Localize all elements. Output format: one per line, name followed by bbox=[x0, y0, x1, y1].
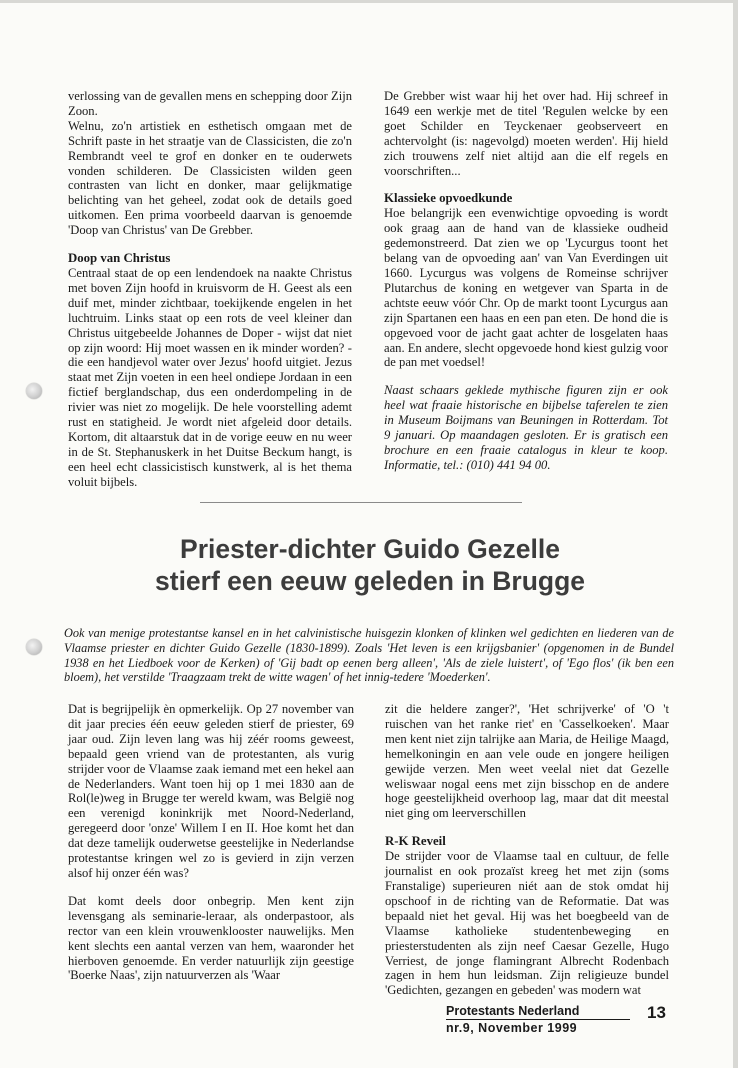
section-heading-klassieke: Klassieke opvoedkunde bbox=[384, 191, 513, 206]
paragraph: De strijder voor de Vlaamse taal en cultuur, de felle journalist en ook prozaïst kreeg het met zijn (soms Franstalige) superieuren niét aan de stok omdat hij opschoof in de richting van de Reformatie. Dat was bepaald niet het geval. Hij was het boegbeeld van de Vlaamse katholieke studentenbeweging en priesterstudenten als zijn neef Caesar Gezelle, Hugo Verriest, de jonge flamingrant Albrecht Rodenbach zagen in hem hun leidsman. Zijn religieuze bundel 'Gedichten, gezangen en gebeden' was modern wat bbox=[385, 849, 669, 998]
paragraph: Centraal staat de op een lendendoek na naakte Christus met boven Zijn hoofd in kruisvorm de H. Geest als een duif met, minder zichtbaar, toekijkende engelen in het luchtruim. Links staat op een rots de veel kleiner dan Christus uitgebeelde Johannes de Doper - wijst dat niet op zijn woord: Hij moet wassen en ik minder worden? - die een handjevol water over Jezus' hoofd uitgiet. Jezus staat met Zijn voeten in een heel ondiepe Jordaan in een fictief berglandschap, dus een onderdompeling in de rivier was niet zo mogelijk. De hele voorstelling ademt rust en statigheid. Je wordt niet afgeleid door details. Kortom, dit altaarstuk dat in de vorige eeuw en nu weer in de St. Stephanuskerk in het Duitse Beckum hangt, is een heel echt classicistisch kunstwerk, al is het thema voluit bijbels. bbox=[68, 265, 352, 489]
article-title bbox=[60, 533, 680, 597]
section-divider bbox=[200, 502, 522, 503]
section-heading-doop: Doop van Christus bbox=[68, 251, 171, 266]
punch-hole-lower bbox=[26, 639, 42, 655]
paragraph: Hoe belangrijk een evenwichtige opvoeding is wordt ook graag aan de hand van de klassieke oudheid gedemonstreerd. Dat zien we op 'Lycurgus toont het belang van de opvoeding aan' van Van Everdingen uit 1660. Lycurgus was volgens de Romeinse schrijver Plutarchus de koning en wetgever van Sparta in de achtste eeuw vóór Chr. Op de markt toont Lycurgus aan zijn Spartanen een haas en een pan eten. De hond die is opgevoed voor de jacht gaat achter de losgelaten haas aan. En andere, slecht opgevoede hond kiest gulzig voor de pan met voedsel! bbox=[384, 206, 668, 370]
scan-edge-right bbox=[733, 0, 738, 1068]
column-bottom-left bbox=[68, 702, 354, 983]
paragraph: zit die heldere zanger?', 'Het schrijverke' of 'O 't ruischen van het ranke riet' en 'Casselkoeken'. Maar men kent niet zijn talrijke aan Maria, de Heilige Maagd, hemelkoningin en aan vele oude en jongere heiligen gewijde verzen. Men weet veelal niet dat Gezelle weliswaar nogal eens met zijn bisschop en de andere hoge geestelijkheid overhoop lag, maar dat dit meestal niet ging om leerverschillen bbox=[385, 702, 669, 821]
section-heading-reveil: R-K Reveil bbox=[385, 834, 446, 849]
column-top-right bbox=[384, 89, 668, 473]
page-number: 13 bbox=[647, 1003, 666, 1022]
column-bottom-right bbox=[385, 702, 669, 998]
punch-hole-upper bbox=[26, 383, 42, 399]
paragraph: Dat is begrijpelijk èn opmerkelijk. Op 27 november van dit jaar precies één eeuw geleden stierf de priester, 69 jaar oud. Zijn leven lang was hij zéér rooms geweest, bepaald geen vriend van de protestanten, als vurig strijder voor de Vlaamse zaak iemand met een hekel aan de Nederlanders. Want toen hij op 1 mei 1830 aan de Rol(le)weg in Brugge ter wereld kwam, was België nog een verenigd koninkrijk met Noord-Nederland, geregeerd door 'onze' Willem I en II. Hoe komt het dan dat deze tamelijk ouderwetse geestelijke in Nederlandse protestantse kringen wel zo is gevierd in zijn verzen alsof hij onzer één was? bbox=[68, 702, 354, 880]
paragraph: De Grebber wist waar hij het over had. Hij schreef in 1649 een werkje met de titel 'Regulen welcke by een goet Schilder en Teyckenaer geobserveert en achtervolght (is: nagevolgd) moeten werden'. Hij hield zich trouwens zelf niet altijd aan die elf regels en voorschriften... bbox=[384, 89, 668, 178]
article-title-line-2: stierf een eeuw geleden in Brugge bbox=[155, 566, 585, 596]
column-top-left bbox=[68, 89, 352, 490]
article-lead: Ook van menige protestantse kansel en in het calvinistische huisgezin klonken of klinken wel gedichten en liederen van de Vlaamse priester en dichter Guido Gezelle (1830-1899). Zoals 'Het leven is een krijgsbanier' (opgenomen in de Bundel 1938 en het Liedboek voor de Kerken) of 'Gij badt op eenen berg alleen', 'Als de ziele luistert', of 'Ego flos' (ik ben een bloem), het verstilde 'Traagzaam trekt de witte wagen' of het innig-tedere 'Moederken'. bbox=[64, 626, 674, 685]
museum-note: Naast schaars geklede mythische figuren zijn er ook heel wat fraaie historische en bijbelse taferelen te zien in Museum Boijmans van Beuningen in Rotterdam. Tot 9 januari. Op maandagen gesloten. Er is gratisch een brochure en een fraaie catalogus in kleur te koop. Informatie, tel.: (010) 441 94 00. bbox=[384, 383, 668, 472]
paragraph: Dat komt deels door onbegrip. Men kent zijn levensgang als seminarie-leraar, als onderpastoor, als rector van een klein vrouwenklooster nauwelijks. Men kent slechts een aantal verzen van hem, waaronder het hierboven genoemde. En verder natuurlijk zijn geestige 'Boerke Naas', zijn natuurverzen als 'Waar bbox=[68, 893, 354, 983]
footer-issue: nr.9, November 1999 bbox=[446, 1021, 578, 1035]
article-title-line-1: Priester-dichter Guido Gezelle bbox=[180, 534, 560, 564]
footer-publication: Protestants Nederland bbox=[446, 1004, 630, 1020]
paragraph: verlossing van de gevallen mens en schepping door Zijn Zoon. bbox=[68, 89, 352, 118]
scan-edge-top bbox=[0, 0, 738, 3]
paragraph: Welnu, zo'n artistiek en esthetisch omgaan met de Schrift paste in het straatje van de Classicisten, die zo'n Rembrandt veel te grof en donker en te ouderwets vonden schilderen. De Classicisten wilden geen contrasten van licht en donker, maar gelijkmatige belichting van het geheel, zodat ook de details goed uitkomen. Een prima voorbeeld daarvan is genoemde 'Doop van Christus' van De Grebber. bbox=[68, 118, 352, 238]
